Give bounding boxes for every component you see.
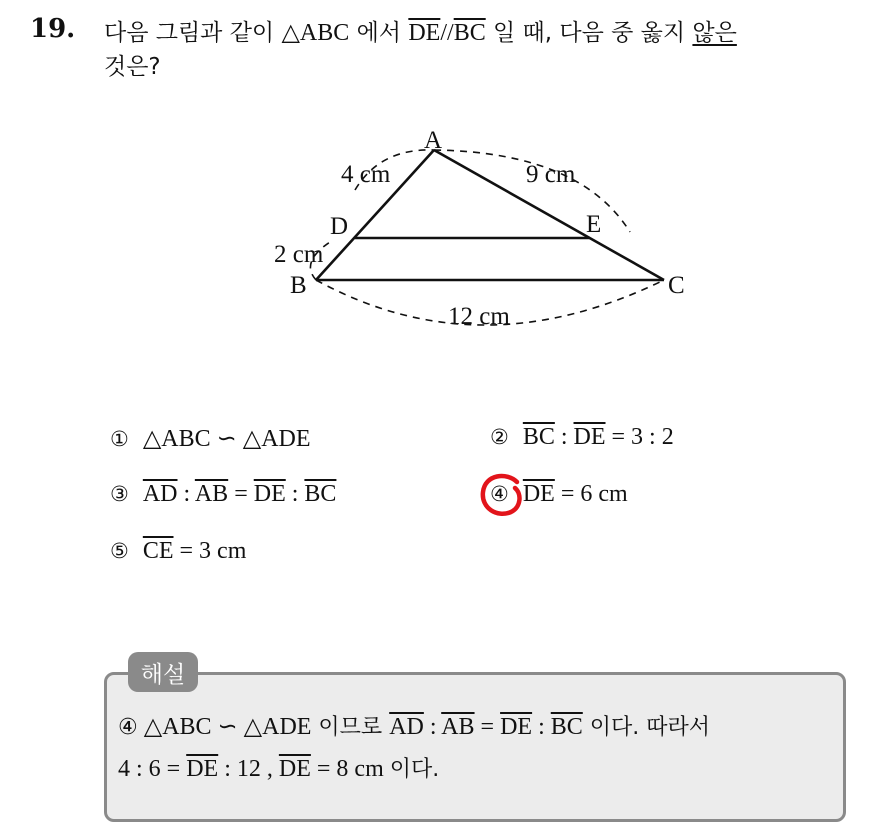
length-ad: 4 cm: [341, 161, 391, 188]
choice-4[interactable]: ④ $\overline{DE} = 6$ cm: [490, 481, 628, 507]
choice-2[interactable]: ② $\overline{BC}$ : $\overline{DE} = 3$ : 2: [490, 424, 674, 450]
choice-1[interactable]: ① △ABC ∽ △ADE: [110, 426, 311, 452]
length-ae: 9 cm: [526, 161, 576, 188]
solution-box: [104, 672, 846, 822]
length-db: 2 cm: [274, 241, 324, 268]
underlined-word: 않은: [692, 20, 737, 46]
choice-3[interactable]: ③ $\overline{AD}$ : $\overline{AB} = \overline{DE}$ : $\overline{BC}$: [110, 481, 337, 507]
length-bc: 12 cm: [448, 303, 510, 330]
label-b: B: [290, 272, 307, 299]
label-c: C: [668, 272, 685, 299]
label-e: E: [586, 211, 602, 238]
triangle-figure: [260, 120, 700, 340]
solution-tag: 해설: [128, 652, 198, 692]
segment-bc: $\overline{BC}$: [453, 20, 486, 46]
choice-5[interactable]: ⑤ $\overline{CE} = 3$ cm: [110, 538, 247, 564]
segment-de: $\overline{DE}$: [408, 20, 441, 46]
solution-line-2: 4 : $6 = \overline{DE}$ : 12 , $\overline{DE} = 8$ cm 이다.: [118, 756, 440, 782]
question-text: 다음 그림과 같이 △ABC 에서 $\overline{DE}//\overline{BC}$ 일 때, 다음 중 옳지 않은 것은?: [104, 20, 737, 80]
label-d: D: [330, 213, 349, 240]
red-circle-mark-icon: [477, 470, 527, 522]
triangle-abc: △ABC: [281, 20, 350, 46]
label-a: A: [424, 127, 443, 154]
question-number: 19.: [30, 14, 76, 44]
solution-line-1: ④ △ABC ∽ △ADE 이므로 $\overline{AD}$ : $\overline{AB} = \overline{DE}$ : $\overline{BC}$ 이다. 따라서: [118, 714, 711, 740]
